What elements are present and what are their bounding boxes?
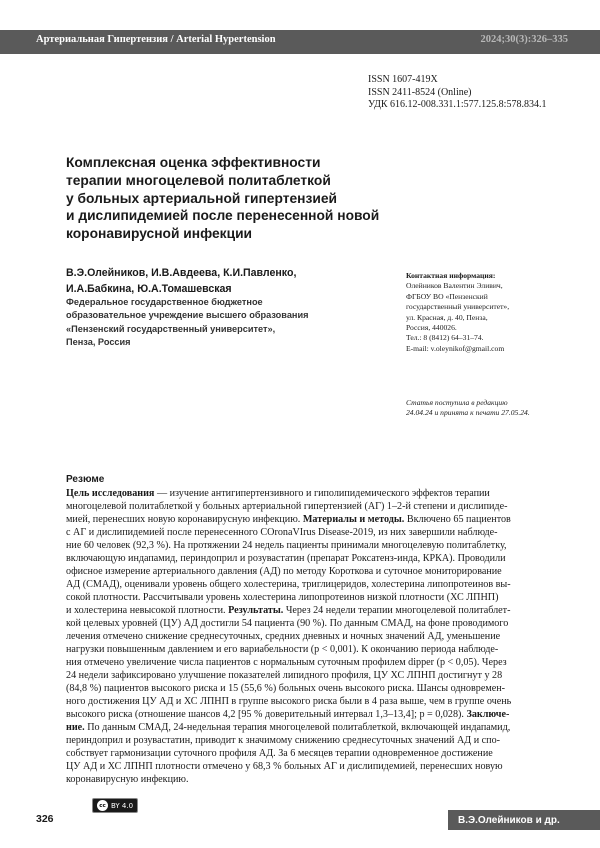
contact-line: Россия, 440026. <box>406 323 457 333</box>
abstract-text: ного достижения ЦУ АД и ХС ЛПНП в группе высокого риска были в 4 раза выше, чем в группе очень <box>66 696 512 707</box>
cc-by-license-badge[interactable] <box>92 798 138 813</box>
contact-line: ФГБОУ ВО «Пензенский <box>406 291 488 301</box>
abstract-text: и холестерина невысокой плотности. <box>66 605 229 616</box>
article-title <box>66 154 396 243</box>
issn-online: ISSN 2411-8524 (Online) <box>368 86 472 98</box>
abstract-text: включающую индапамид, периндоприл и розувастатин (препарат Роксатенз-инда, КРКА). Проводили <box>66 553 506 564</box>
abstract-line <box>66 708 552 721</box>
abstract-line <box>66 669 552 682</box>
license-label: BY 4.0 <box>110 801 134 810</box>
received-note <box>406 398 530 419</box>
abstract-line <box>66 695 552 708</box>
abstract-text: собствует гармонизации суточного профиля АД. За 6 месяцев терапии одновременное достижение <box>66 748 493 759</box>
journal-header-bar <box>0 30 600 54</box>
title-line: и дислипидемией после перенесенной новой <box>66 208 380 224</box>
abstract-line <box>66 760 552 773</box>
abstract-text: (84,8 %) пациентов высокого риска и 15 (55,6 %) больных очень высокого риска. Шансы одновремен- <box>66 683 506 694</box>
udc-code: УДК 616.12-008.331.1:577.125.8:578.834.1 <box>368 99 547 110</box>
abstract-section-label: Цель исследования <box>66 488 155 499</box>
abstract-text: Через 24 недели терапии многоцелевой политаблет- <box>283 605 511 616</box>
abstract-line <box>66 552 552 565</box>
abstract-line <box>66 617 552 630</box>
abstract-text: Включено 65 пациентов <box>404 514 511 525</box>
abstract-line <box>66 500 552 513</box>
contact-line: ул. Красная, д. 40, Пенза, <box>406 312 488 322</box>
abstract-line <box>66 591 552 604</box>
received-line: 24.04.24 и принята к печати 27.05.24. <box>406 408 530 418</box>
abstract-line <box>66 656 552 669</box>
affiliation-line: Федеральное государственное бюджетное <box>66 297 263 307</box>
abstract-line <box>66 565 552 578</box>
affiliation <box>66 296 309 349</box>
abstract-section-label: Заключе- <box>466 709 510 720</box>
abstract-line <box>66 773 552 786</box>
abstract-text: офисное измерение артериального давления (АД) по методу Короткова и суточное мониторирование <box>66 566 502 577</box>
abstract-text: ния отмечено увеличение числа пациентов с нормальным суточным профилем dipper (p < 0,05). Через <box>66 657 507 668</box>
creative-commons-icon: cc <box>97 800 108 811</box>
contact-info <box>406 271 586 354</box>
received-line: Статья поступила в редакцию <box>406 398 508 407</box>
abstract-line <box>66 721 552 734</box>
abstract-text: ние 60 человек (92,3 %). На протяжении 24 недель пациенты принимали многоцелевую политаблетку, <box>66 540 507 551</box>
authors <box>66 266 296 297</box>
abstract-section-label: Результаты. <box>228 605 284 616</box>
contact-line: Тел.: 8 (8412) 64–31–74. <box>406 333 484 343</box>
abstract-text: многоцелевой политаблеткой у больных артериальной гипертензией (АГ) 1–2‑й степени и дислипиде- <box>66 501 508 512</box>
title-line: терапии многоцелевой политаблеткой <box>66 172 331 188</box>
citation: 2024;30(3):326–335 <box>480 34 568 45</box>
abstract-heading: Резюме <box>66 474 105 485</box>
abstract-body <box>66 487 552 786</box>
abstract-text: АД (СМАД), оценивали уровень общего холестерина, триглицеридов, холестерина липопротеинов вы- <box>66 579 511 590</box>
abstract-text: периндоприл и розувастатин, приводит к значимому снижению среднесуточных значений АД и спо- <box>66 735 501 746</box>
abstract-text: — изучение антигипертензивного и гиполипидемического эффектов терапии <box>154 488 490 499</box>
abstract-text: ЦУ АД и ХС ЛПНП плотности отмечено у 68,3 % больных АГ и дислипидемией, перенесших новую <box>66 761 503 772</box>
abstract-line <box>66 747 552 760</box>
contact-line: государственный университет», <box>406 302 510 312</box>
affiliation-line: образовательное учреждение высшего образования <box>66 310 309 321</box>
affiliation-line: «Пензенский государственный университет», <box>66 323 276 334</box>
abstract-section-label: ние. <box>66 722 85 733</box>
affiliation-line: Пенза, Россия <box>66 336 131 347</box>
abstract-line <box>66 539 552 552</box>
abstract-line <box>66 630 552 643</box>
abstract-text: По данным СМАД, 24‑недельная терапия многоцелевой политаблеткой, включающей индапамид, <box>84 722 511 733</box>
abstract-text: 24 недели зафиксировано улучшение показателей липидного профиля, ЦУ ХС ЛПНП достигнут у 28 <box>66 670 503 681</box>
abstract-line <box>66 604 552 617</box>
identifiers <box>368 74 546 112</box>
journal-name: Артериальная Гипертензия / Arterial Hypertension <box>36 34 276 45</box>
authors-line: В.Э.Олейников, И.В.Авдеева, К.И.Павленко, <box>66 267 297 279</box>
abstract-line <box>66 578 552 591</box>
issn-print: ISSN 1607-419X <box>368 74 438 85</box>
contact-line: Олейников Валентин Эливич, <box>406 281 503 291</box>
abstract-text: коронавирусную инфекцию. <box>66 774 189 785</box>
abstract-line <box>66 734 552 747</box>
footer-author: В.Э.Олейников и др. <box>448 810 600 830</box>
abstract-text: лечения отмечено снижение среднесуточных, средних дневных и ночных значений АД, уменьшение <box>66 631 501 642</box>
abstract-line <box>66 643 552 656</box>
contact-label: Контактная информация: <box>406 271 496 280</box>
abstract-text: с АГ и дислипидемией после перенесенного COronaVIrus Disease-2019, из них завершили наблюде- <box>66 527 498 538</box>
abstract-line <box>66 682 552 695</box>
title-line: Комплексная оценка эффективности <box>66 155 321 170</box>
abstract-text: мией, перенесших новую коронавирусную инфекцию. <box>66 514 303 525</box>
abstract-text: сокой плотности. Рассчитывали уровень холестерина липопротеинов низкой плотности (ХС ЛПНП) <box>66 592 499 603</box>
abstract-line <box>66 487 552 500</box>
abstract-line <box>66 513 552 526</box>
abstract-text: высокого риска (отношение шансов 4,2 [95 % доверительный интервал 1,3–13,4]; p = 0,028). <box>66 709 467 720</box>
abstract-section-label: Материалы и методы. <box>302 514 405 525</box>
page-number: 326 <box>36 813 54 825</box>
abstract-line <box>66 526 552 539</box>
abstract-text: кой целевых уровней (ЦУ) АД достигли 54 пациента (90 %). По данным СМАД, на фоне проводимого <box>66 618 509 629</box>
abstract-text: нагрузки повышенным давлением и его вариабельности (p < 0,001). К окончанию периода наблюде- <box>66 644 499 655</box>
contact-email[interactable]: E-mail: v.oleynikof@gmail.com <box>406 343 505 353</box>
authors-line: И.А.Бабкина, Ю.А.Томашевская <box>66 282 232 295</box>
title-line: у больных артериальной гипертензией <box>66 190 337 206</box>
title-line: коронавирусной инфекции <box>66 226 253 242</box>
